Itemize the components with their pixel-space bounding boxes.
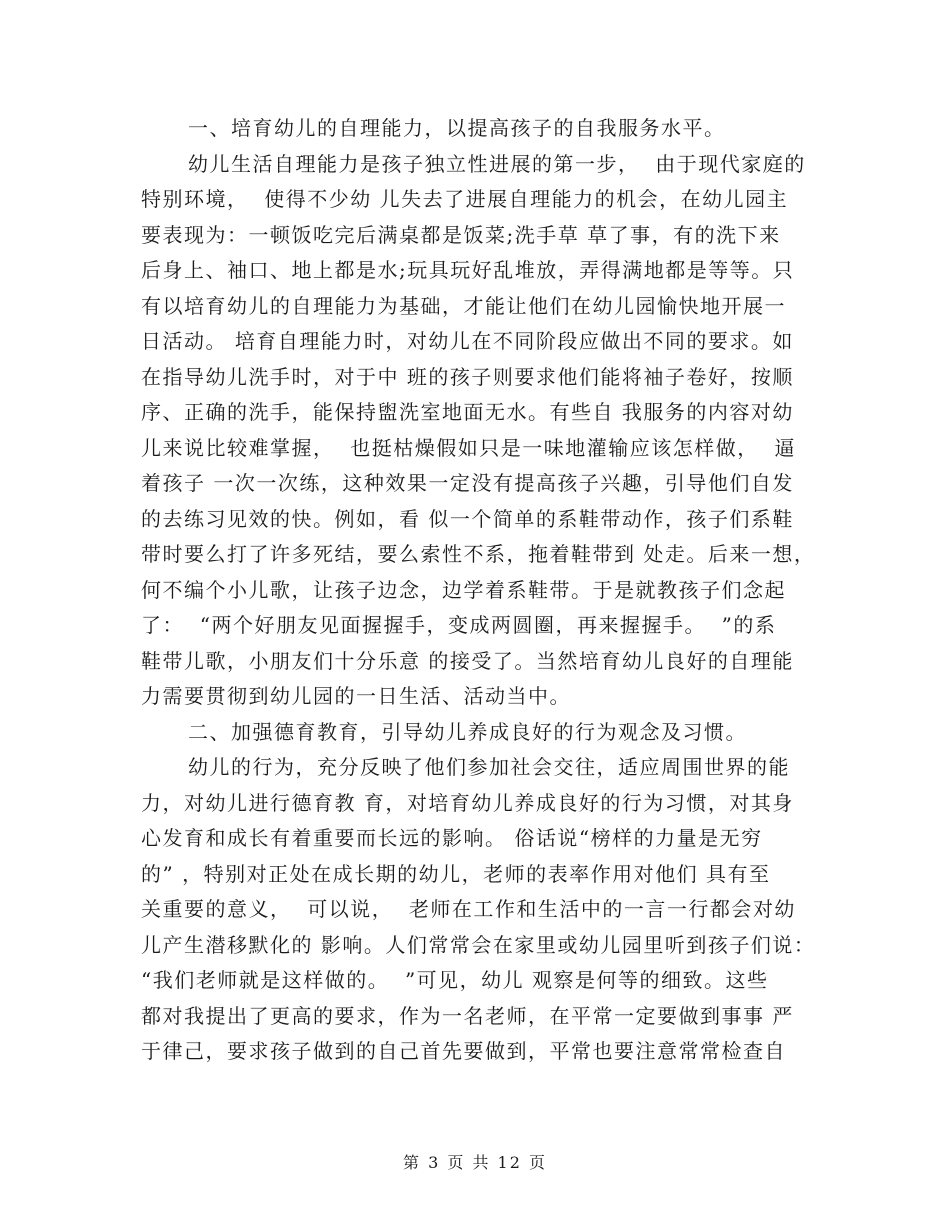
text-line: 幼儿的行为，充分反映了他们参加社会交往，适应周围世界的能: [188, 755, 790, 779]
text-line: 有以培育幼儿的自理能力为基础，才能让他们在幼儿园愉快地开展一: [141, 294, 786, 318]
text-line: 关重要的意义， 可以说， 老师在工作和生活中的一言一行都会对幼: [141, 897, 796, 921]
text-line: 何不编个小儿歌，让孩子边念，边学着系鞋带。于是就教孩子们念起: [141, 578, 786, 602]
text-line: 带时要么打了许多死结，要么索性不系，拖着鞋带到 处走。后来一想，: [141, 542, 816, 566]
text-line: 的” ，特别对正处在成长期的幼儿，老师的表率作用对他们 具有至: [141, 862, 771, 886]
text-line: 力，对幼儿进行德育教 育，对培育幼儿养成良好的行为习惯，对其身: [141, 791, 794, 815]
page-number-footer: 第 3 页 共 12 页: [403, 1153, 547, 1172]
text-line: 日活动。 培育自理能力时，对幼儿在不同阶段应做出不同的要求。如: [141, 329, 794, 353]
text-line: 着孩子 一次一次练，这种效果一定没有提高孩子兴趣，引导他们自发: [141, 471, 794, 495]
text-line: 后身上、袖口、地上都是水;玩具玩好乱堆放，弄得满地都是等等。只: [141, 258, 795, 282]
text-line: 在指导幼儿洗手时，对于中 班的孩子则要求他们能将袖子卷好，按顺: [141, 365, 794, 389]
text-line: 幼儿生活自理能力是孩子独立性进展的第一步， 由于现代家庭的: [188, 152, 806, 176]
text-line: 儿产生潜移默化的 影响。人们常常会在家里或幼儿园里听到孩子们说：: [141, 933, 816, 957]
text-line: 于律己，要求孩子做到的自己首先要做到，平常也要注意常常检查自: [141, 1039, 786, 1063]
text-line: 序、正确的洗手，能保持盥洗室地面无水。有些自 我服务的内容对幼: [141, 400, 794, 424]
text-line: 了： “两个好朋友见面握握手，变成两圆圈，再来握握手。 ”的系: [141, 613, 777, 637]
text-line: “我们老师就是这样做的。 ”可见，幼儿 观察是何等的细致。这些: [141, 968, 769, 992]
text-line: 特别环境， 使得不少幼 儿失去了进展自理能力的机会，在幼儿园主: [141, 187, 789, 211]
text-line: 心发育和成长有着重要而长远的影响。 俗话说“榜样的力量是无穷: [141, 826, 763, 850]
text-line: 力需要贯彻到幼儿园的一日生活、活动当中。: [141, 684, 571, 708]
text-line: 一、培育幼儿的自理能力，以提高孩子的自我服务水平。: [188, 116, 726, 140]
text-line: 都对我提出了更高的要求，作为一名老师，在平常一定要做到事事 严: [141, 1004, 794, 1028]
text-line: 的去练习见效的快。例如，看 似一个简单的系鞋带动作，孩子们系鞋: [141, 507, 794, 531]
text-line: 儿来说比较难掌握， 也挺枯燥假如只是一味地灌输应该怎样做， 逼: [141, 436, 796, 460]
text-line: 要表现为：一顿饭吃完后满桌都是饭菜;洗手草 草了事，有的洗下来: [141, 223, 781, 247]
text-line: 二、加强德育教育，引导幼儿养成良好的行为观念及习惯。: [188, 720, 747, 744]
text-line: 鞋带儿歌，小朋友们十分乐意 的接受了。当然培育幼儿良好的自理能: [141, 649, 794, 673]
